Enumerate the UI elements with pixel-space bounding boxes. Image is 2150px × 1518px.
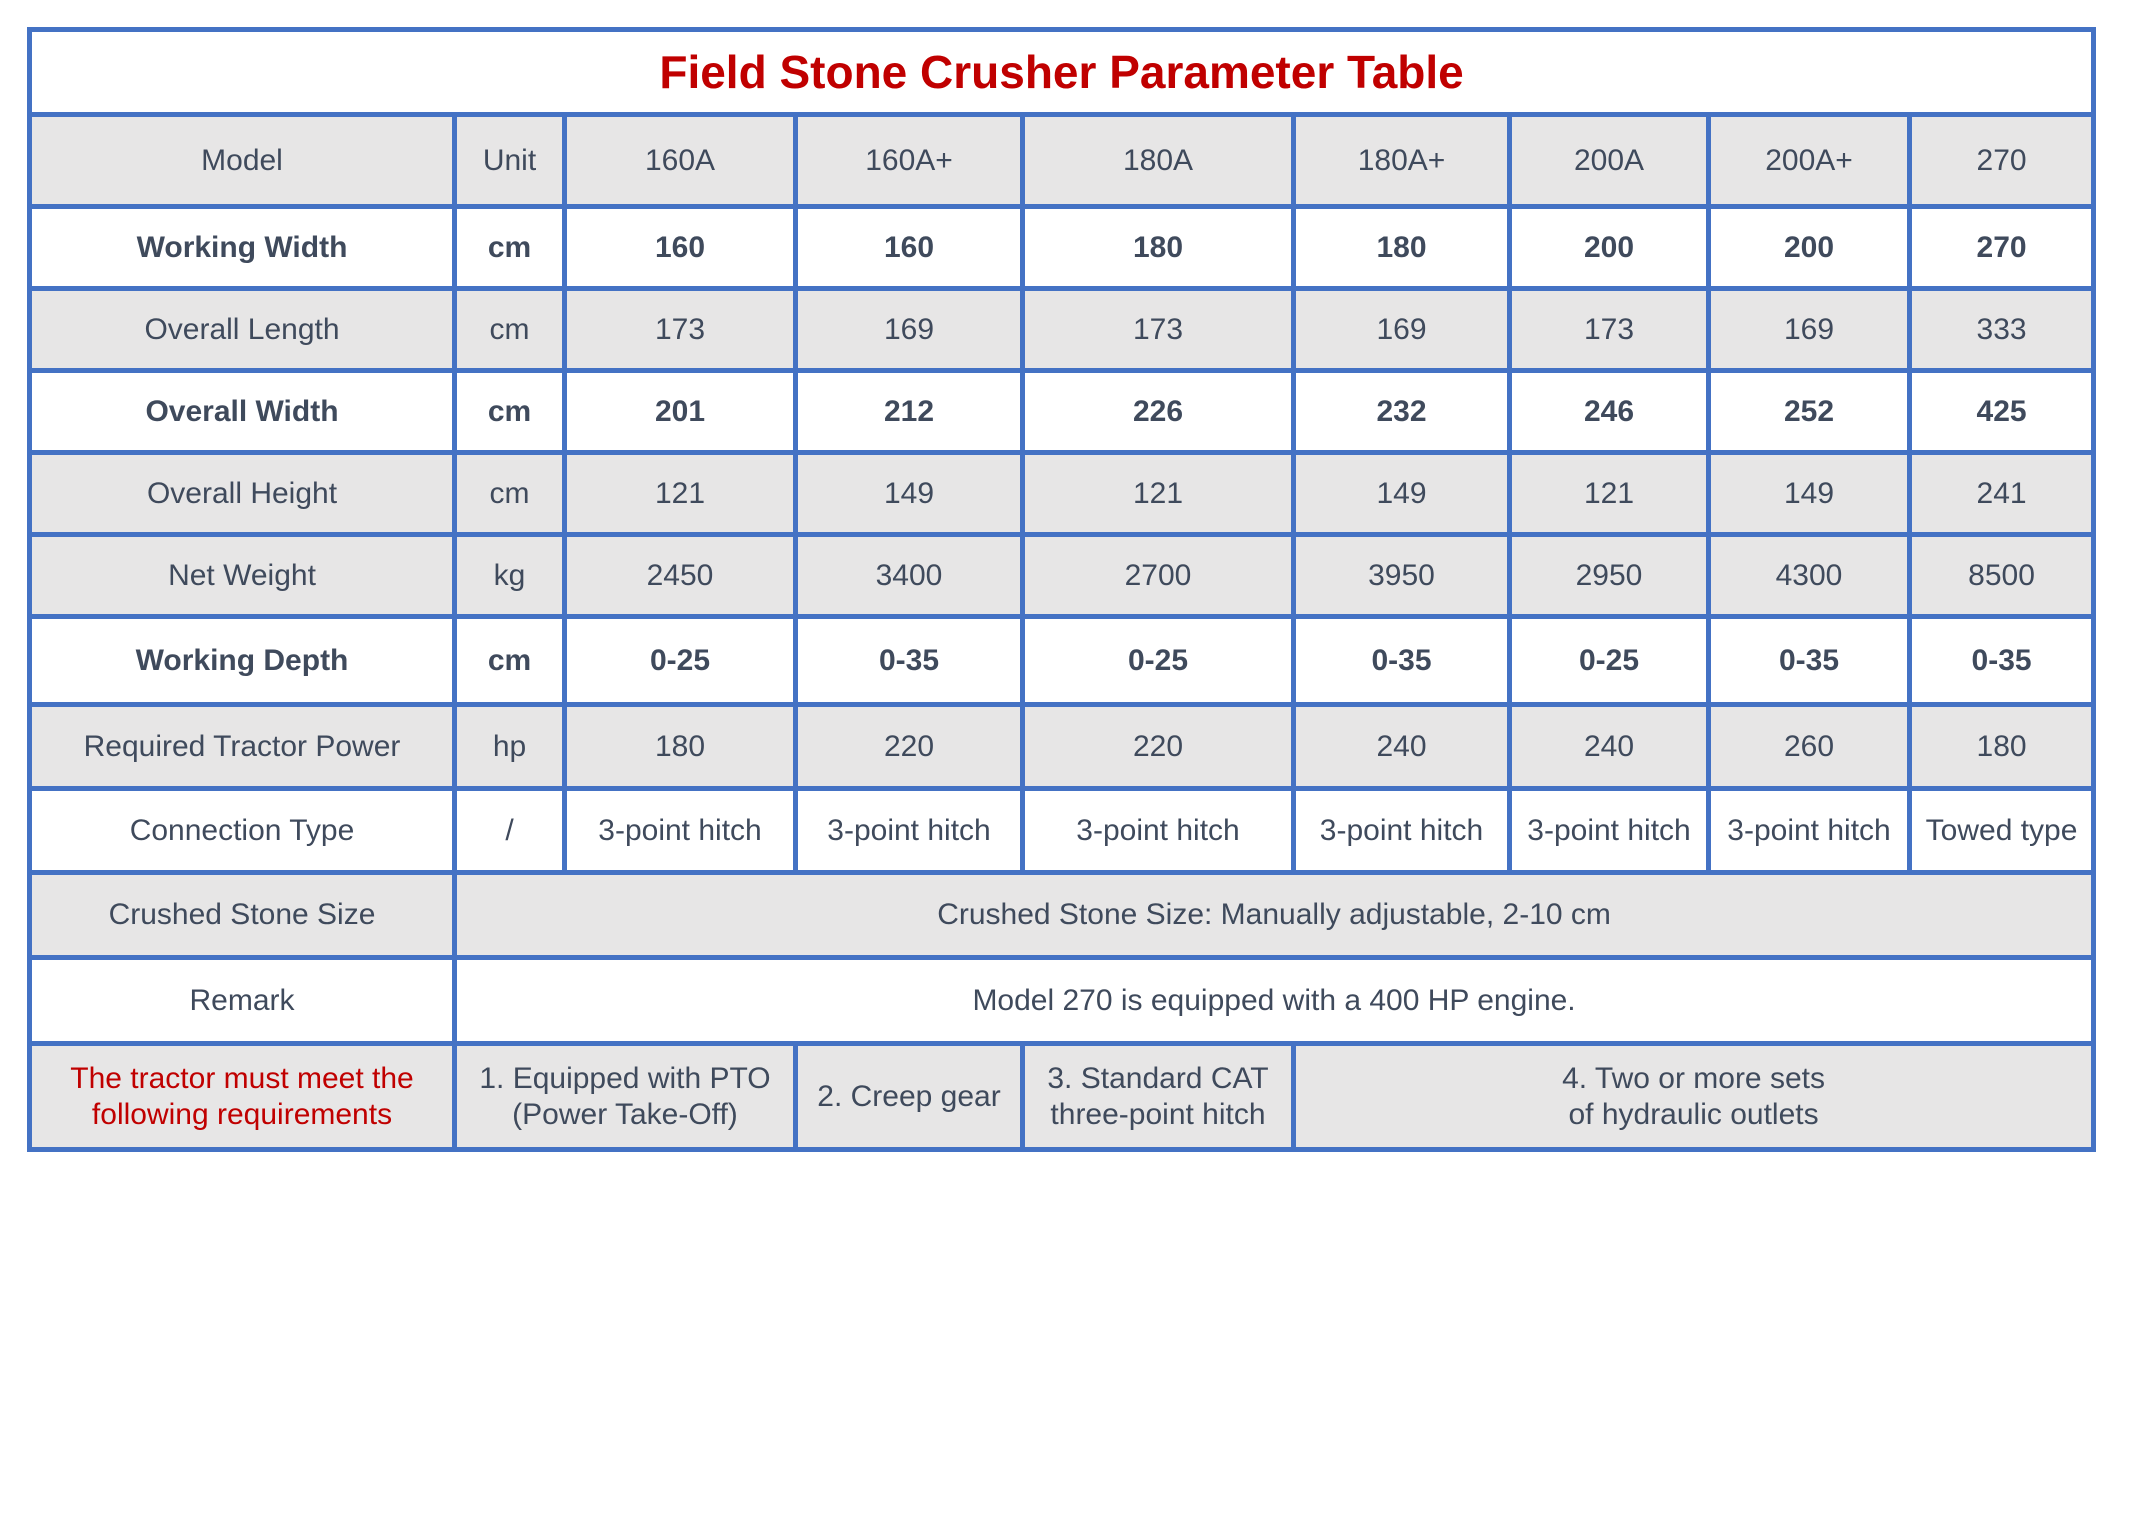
table-cell: 220 bbox=[796, 705, 1023, 789]
table-cell: 180 bbox=[1023, 207, 1294, 289]
row-label: Required Tractor Power bbox=[30, 705, 455, 789]
table-cell: 260 bbox=[1709, 705, 1910, 789]
remark-value: Model 270 is equipped with a 400 HP engine. bbox=[455, 958, 2094, 1044]
table-cell: 241 bbox=[1910, 453, 2094, 535]
table-cell: 2700 bbox=[1023, 535, 1294, 617]
table-cell: 3950 bbox=[1294, 535, 1510, 617]
table-cell: 3400 bbox=[796, 535, 1023, 617]
header-model: 160A+ bbox=[796, 115, 1023, 207]
row-unit: kg bbox=[455, 535, 565, 617]
header-model: 200A+ bbox=[1709, 115, 1910, 207]
table-cell: 0-35 bbox=[1294, 617, 1510, 705]
table-cell: 3-point hitch bbox=[1023, 789, 1294, 873]
table-cell: 160 bbox=[796, 207, 1023, 289]
row-unit: / bbox=[455, 789, 565, 873]
requirement-item: 2. Creep gear bbox=[796, 1044, 1023, 1150]
table-cell: 0-25 bbox=[1510, 617, 1709, 705]
table-cell: 246 bbox=[1510, 371, 1709, 453]
row-label: Overall Height bbox=[30, 453, 455, 535]
table-cell: 0-25 bbox=[1023, 617, 1294, 705]
requirements-label: The tractor must meet the following requirements bbox=[30, 1044, 455, 1150]
row-label: Working Depth bbox=[30, 617, 455, 705]
table-cell: 0-35 bbox=[1709, 617, 1910, 705]
table-cell: 3-point hitch bbox=[796, 789, 1023, 873]
table-cell: 2950 bbox=[1510, 535, 1709, 617]
table-cell: 270 bbox=[1910, 207, 2094, 289]
table-cell: 121 bbox=[1510, 453, 1709, 535]
table-cell: 232 bbox=[1294, 371, 1510, 453]
row-unit: hp bbox=[455, 705, 565, 789]
table-cell: 180 bbox=[565, 705, 796, 789]
parameter-table bbox=[27, 27, 2096, 1152]
table-title: Field Stone Crusher Parameter Table bbox=[30, 30, 2094, 115]
table-cell: 169 bbox=[1294, 289, 1510, 371]
table-cell: 180 bbox=[1910, 705, 2094, 789]
row-label: Connection Type bbox=[30, 789, 455, 873]
table-cell: 333 bbox=[1910, 289, 2094, 371]
table-cell: 149 bbox=[796, 453, 1023, 535]
table-cell: 4300 bbox=[1709, 535, 1910, 617]
row-label: Working Width bbox=[30, 207, 455, 289]
table-cell: 169 bbox=[796, 289, 1023, 371]
header-model: 270 bbox=[1910, 115, 2094, 207]
table-cell: 121 bbox=[1023, 453, 1294, 535]
crushed-stone-label: Crushed Stone Size bbox=[30, 873, 455, 958]
row-unit: cm bbox=[455, 371, 565, 453]
header-model: 180A bbox=[1023, 115, 1294, 207]
row-label: Overall Width bbox=[30, 371, 455, 453]
table-cell: 425 bbox=[1910, 371, 2094, 453]
table-cell: 173 bbox=[1510, 289, 1709, 371]
table-cell: 212 bbox=[796, 371, 1023, 453]
table-cell: 173 bbox=[565, 289, 796, 371]
row-label: Net Weight bbox=[30, 535, 455, 617]
table-cell: 0-25 bbox=[565, 617, 796, 705]
table-cell: 200 bbox=[1510, 207, 1709, 289]
table-cell: Towed type bbox=[1910, 789, 2094, 873]
requirement-item: 1. Equipped with PTO (Power Take-Off) bbox=[455, 1044, 796, 1150]
table-cell: 240 bbox=[1510, 705, 1709, 789]
table-cell: 226 bbox=[1023, 371, 1294, 453]
header-model: 180A+ bbox=[1294, 115, 1510, 207]
row-unit: cm bbox=[455, 617, 565, 705]
table-cell: 3-point hitch bbox=[1709, 789, 1910, 873]
requirement-item: 3. Standard CAT three-point hitch bbox=[1023, 1044, 1294, 1150]
table-cell: 3-point hitch bbox=[1294, 789, 1510, 873]
table-cell: 0-35 bbox=[1910, 617, 2094, 705]
table-cell: 2450 bbox=[565, 535, 796, 617]
table-cell: 201 bbox=[565, 371, 796, 453]
header-model: 200A bbox=[1510, 115, 1709, 207]
row-label: Overall Length bbox=[30, 289, 455, 371]
table-cell: 180 bbox=[1294, 207, 1510, 289]
table-cell: 169 bbox=[1709, 289, 1910, 371]
table-cell: 220 bbox=[1023, 705, 1294, 789]
row-unit: cm bbox=[455, 289, 565, 371]
header-model-label: Model bbox=[30, 115, 455, 207]
header-unit-label: Unit bbox=[455, 115, 565, 207]
table-cell: 160 bbox=[565, 207, 796, 289]
crushed-stone-value: Crushed Stone Size: Manually adjustable, 2-10 cm bbox=[455, 873, 2094, 958]
table-cell: 173 bbox=[1023, 289, 1294, 371]
table-cell: 8500 bbox=[1910, 535, 2094, 617]
table-cell: 149 bbox=[1294, 453, 1510, 535]
table-cell: 3-point hitch bbox=[565, 789, 796, 873]
header-model: 160A bbox=[565, 115, 796, 207]
table-cell: 200 bbox=[1709, 207, 1910, 289]
table-cell: 3-point hitch bbox=[1510, 789, 1709, 873]
row-unit: cm bbox=[455, 207, 565, 289]
table-cell: 240 bbox=[1294, 705, 1510, 789]
table-cell: 252 bbox=[1709, 371, 1910, 453]
remark-label: Remark bbox=[30, 958, 455, 1044]
table-cell: 0-35 bbox=[796, 617, 1023, 705]
requirement-item: 4. Two or more sets of hydraulic outlets bbox=[1294, 1044, 2094, 1150]
row-unit: cm bbox=[455, 453, 565, 535]
parameter-table-container bbox=[27, 27, 2096, 1152]
table-cell: 149 bbox=[1709, 453, 1910, 535]
table-cell: 121 bbox=[565, 453, 796, 535]
